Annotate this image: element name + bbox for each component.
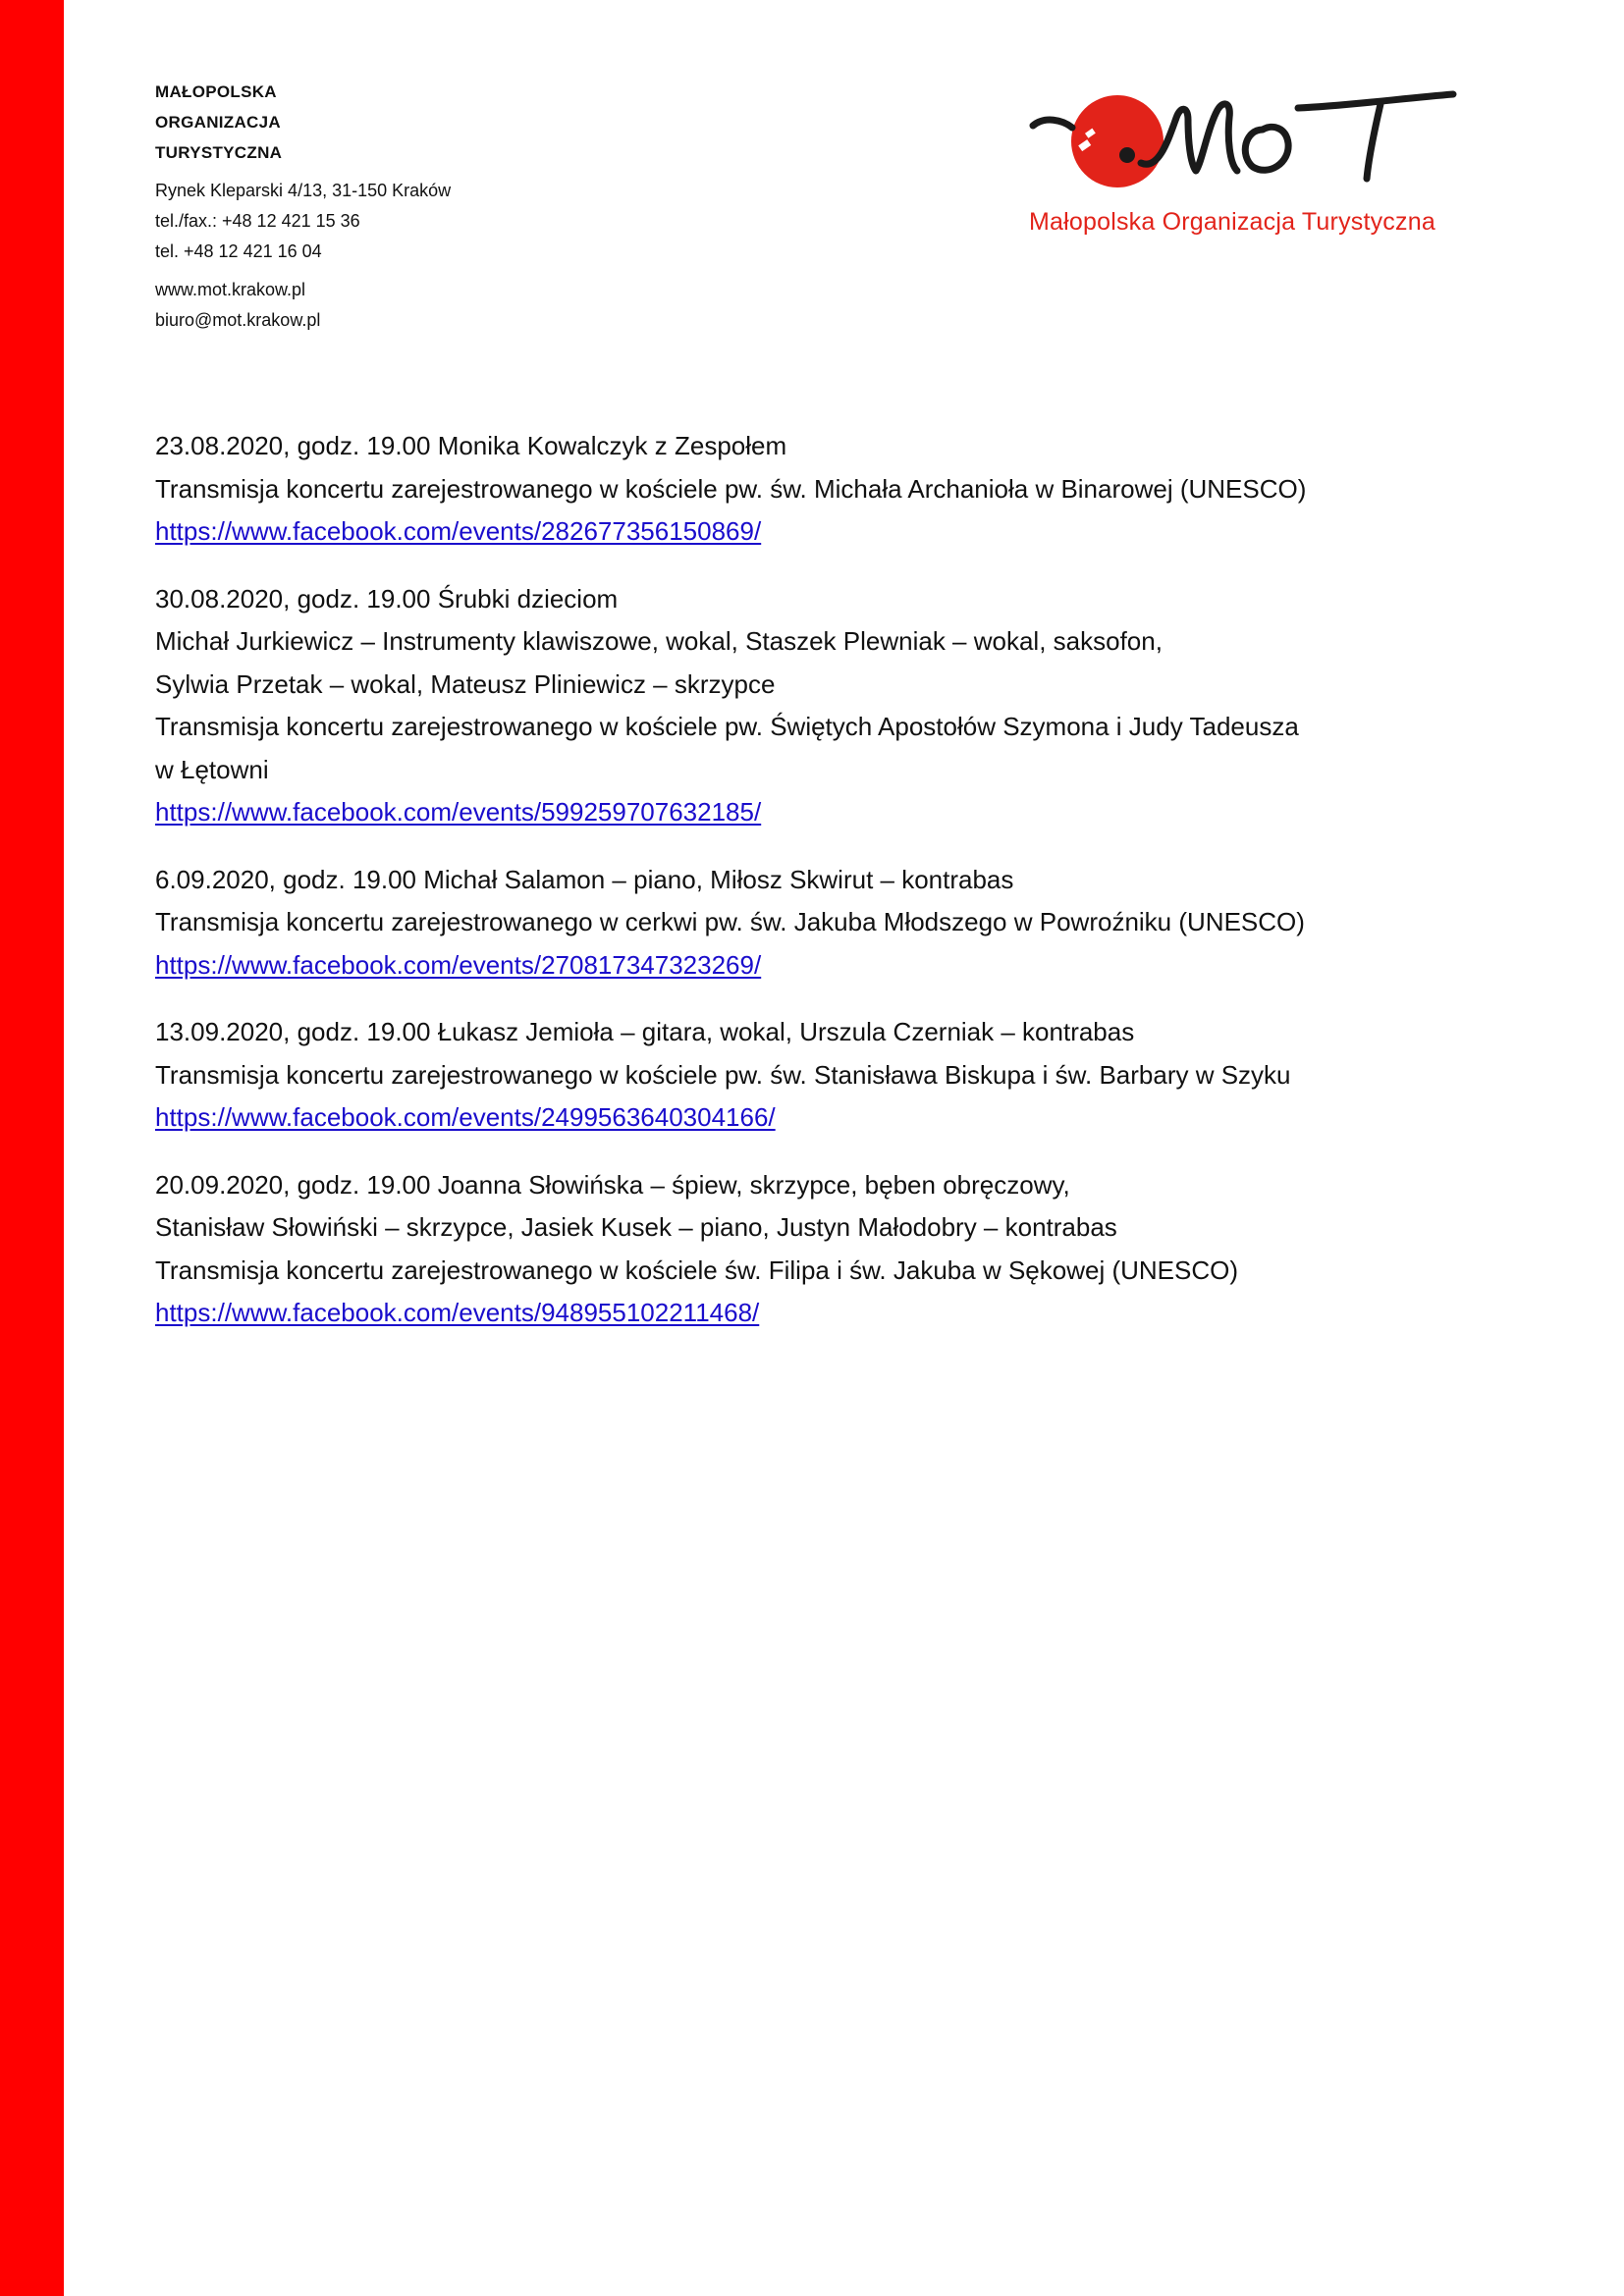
- event-detail-line: Transmisja koncertu zarejestrowanego w cerkwi pw. św. Jakuba Młodszego w Powroźniku (UNESCO): [155, 907, 1305, 936]
- event-link-row: [155, 1096, 1432, 1140]
- event-title: 30.08.2020, godz. 19.00 Śrubki dzieciom: [155, 583, 619, 614]
- event-detail-line: Michał Jurkiewicz – Instrumenty klawiszowe, wokal, Staszek Plewniak – wokal, saksofon,: [155, 626, 1163, 656]
- event-block: [155, 425, 1432, 554]
- event-title: 13.09.2020, godz. 19.00 Łukasz Jemioła – gitara, wokal, Urszula Czerniak – kontrabas: [155, 1017, 1135, 1046]
- event-block: [155, 578, 1432, 834]
- event-title: 23.08.2020, godz. 19.00 Monika Kowalczyk z Zespołem: [155, 431, 787, 460]
- org-header: [155, 77, 744, 336]
- side-red-bar: [0, 0, 64, 2296]
- org-telfax: tel./fax.: +48 12 421 15 36: [155, 211, 360, 231]
- event-link-row: [155, 1292, 1432, 1335]
- event-facebook-link[interactable]: https://www.facebook.com/events/282677356150869/: [155, 516, 762, 546]
- event-facebook-link[interactable]: https://www.facebook.com/events/948955102211468/: [155, 1298, 760, 1327]
- event-detail-line: Transmisja koncertu zarejestrowanego w kościele pw. św. Stanisława Biskupa i św. Barbary w Szyku: [155, 1059, 1291, 1090]
- event-link-row: [155, 791, 1432, 834]
- events-list: [155, 425, 1432, 1360]
- event-detail-line: Sylwia Przetak – wokal, Mateusz Pliniewicz – skrzypce: [155, 668, 776, 699]
- org-address: Rynek Kleparski 4/13, 31-150 Kraków: [155, 181, 452, 200]
- org-website: www.mot.krakow.pl: [155, 280, 306, 299]
- event-facebook-link[interactable]: https://www.facebook.com/events/2499563640304166/: [155, 1102, 776, 1132]
- event-detail-line: Transmisja koncertu zarejestrowanego w kościele św. Filipa i św. Jakuba w Sękowej (UNESCO): [155, 1255, 1238, 1285]
- event-link-row: [155, 510, 1432, 554]
- org-name-line-3: TURYSTYCZNA: [155, 143, 283, 162]
- event-detail-line: Transmisja koncertu zarejestrowanego w kościele pw. Świętych Apostołów Szymona i Judy Tadeusza: [155, 712, 1299, 741]
- event-block: [155, 859, 1432, 988]
- org-email: biuro@mot.krakow.pl: [155, 310, 321, 330]
- org-name-line-2: ORGANIZACJA: [155, 113, 281, 132]
- event-detail-line: Transmisja koncertu zarejestrowanego w kościele pw. św. Michała Archanioła w Binarowej (UNESCO): [155, 473, 1307, 504]
- org-name-line-1: MAŁOPOLSKA: [155, 82, 277, 101]
- event-title: 20.09.2020, godz. 19.00 Joanna Słowińska – śpiew, skrzypce, bęben obręczowy,: [155, 1169, 1070, 1200]
- event-link-row: [155, 944, 1432, 988]
- logo-black-dot: [1119, 147, 1135, 163]
- event-detail-line: Stanisław Słowiński – skrzypce, Jasiek Kusek – piano, Justyn Małodobry – kontrabas: [155, 1212, 1117, 1242]
- event-facebook-link[interactable]: https://www.facebook.com/events/599259707632185/: [155, 797, 762, 827]
- logo-caption: Małopolska Organizacja Turystyczna: [1029, 208, 1435, 236]
- event-title: 6.09.2020, godz. 19.00 Michał Salamon – piano, Miłosz Skwirut – kontrabas: [155, 864, 1014, 894]
- event-detail-line: w Łętowni: [155, 754, 269, 784]
- event-facebook-link[interactable]: https://www.facebook.com/events/270817347323269/: [155, 949, 762, 980]
- org-tel: tel. +48 12 421 16 04: [155, 241, 322, 261]
- event-block: [155, 1011, 1432, 1140]
- event-block: [155, 1164, 1432, 1335]
